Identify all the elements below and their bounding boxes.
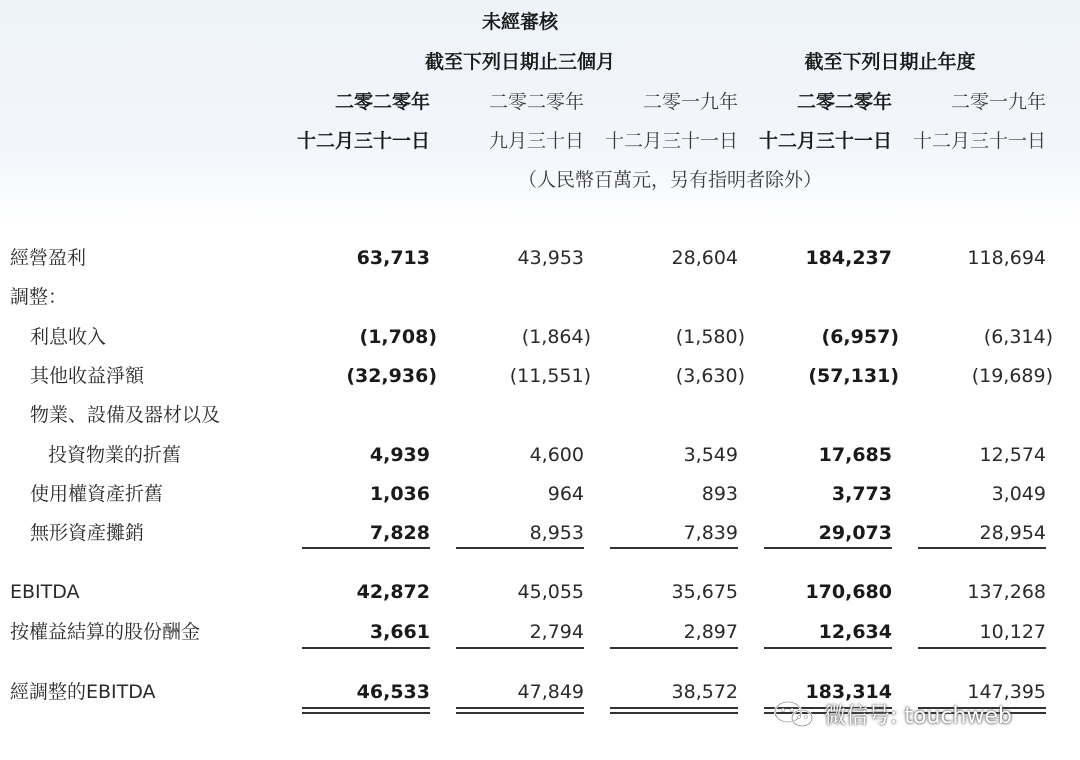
total-rule-c2: [456, 647, 584, 649]
cell-other-gains-c5: (19,689): [971, 365, 1053, 387]
cell-adj-ebitda-c1: 46,533: [356, 681, 430, 703]
col1-year: 二零二零年: [334, 91, 430, 113]
double-rule-bottom-c3: [610, 712, 738, 714]
cell-share-comp-c2: 2,794: [529, 621, 584, 643]
double-rule-top-c1: [302, 707, 430, 709]
col4-year: 二零二零年: [796, 91, 892, 113]
total-rule-c1: [302, 647, 430, 649]
cell-depr-rou-c5: 3,049: [991, 483, 1046, 505]
col5-year: 二零一九年: [950, 91, 1046, 113]
cell-other-gains-c3: (3,630): [675, 365, 745, 387]
cell-adj-ebitda-c3: 38,572: [671, 681, 738, 703]
cell-ebitda-c2: 45,055: [517, 581, 584, 603]
cell-depr-rou-c4: 3,773: [831, 483, 892, 505]
subtotal-rule-c2: [456, 547, 584, 549]
double-rule-bottom-c2: [456, 712, 584, 714]
row-label-depr-ppe: 投資物業的折舊: [48, 444, 182, 466]
cell-other-gains-c2: (11,551): [509, 365, 591, 387]
cell-interest-income-c2: (1,864): [521, 326, 591, 348]
double-rule-top-c3: [610, 707, 738, 709]
cell-adj-ebitda-c4: 183,314: [805, 681, 892, 703]
cell-depr-ppe-c2: 4,600: [529, 444, 584, 466]
cell-operating-profit-c5: 118,694: [967, 247, 1046, 269]
row-label-ebitda: EBITDA: [10, 581, 80, 603]
quarter-group-heading: 截至下列日期止三個月: [424, 51, 615, 73]
cell-depr-ppe-c5: 12,574: [979, 444, 1046, 466]
row-label-adjustments: 調整：: [10, 286, 68, 308]
cell-ebitda-c3: 35,675: [671, 581, 738, 603]
total-rule-c3: [610, 647, 738, 649]
cell-interest-income-c3: (1,580): [675, 326, 745, 348]
cell-depr-rou-c3: 893: [701, 483, 738, 505]
row-label-depr-rou: 使用權資產折舊: [30, 483, 164, 505]
subtotal-rule-c3: [610, 547, 738, 549]
cell-depr-rou-c1: 1,036: [369, 483, 430, 505]
row-label-operating-profit: 經營盈利: [10, 247, 87, 269]
double-rule-top-c2: [456, 707, 584, 709]
watermark-text: 微信号: touchweb: [824, 703, 1012, 729]
col2-year: 二零二零年: [488, 91, 584, 113]
row-label-adj-ebitda: 經調整的EBITDA: [10, 681, 156, 703]
row-label-depr-ppe-line1: 物業、設備及器材以及: [30, 404, 221, 426]
subtotal-rule-c5: [918, 547, 1046, 549]
row-label-amortization: 無形資產攤銷: [30, 522, 145, 544]
watermark: [772, 698, 1012, 730]
cell-interest-income-c1: (1,708): [359, 326, 437, 348]
cell-other-gains-c1: (32,936): [346, 365, 437, 387]
cell-interest-income-c5: (6,314): [983, 326, 1053, 348]
cell-share-comp-c5: 10,127: [979, 621, 1046, 643]
cell-ebitda-c1: 42,872: [356, 581, 430, 603]
unit-note: （人民幣百萬元，另有指明者除外）: [517, 169, 822, 191]
cell-share-comp-c1: 3,661: [369, 621, 430, 643]
cell-operating-profit-c4: 184,237: [805, 247, 892, 269]
col3-year: 二零一九年: [642, 91, 738, 113]
cell-depr-ppe-c1: 4,939: [369, 444, 430, 466]
col5-date: 十二月三十一日: [912, 130, 1046, 152]
col3-date: 十二月三十一日: [604, 130, 738, 152]
cell-share-comp-c4: 12,634: [818, 621, 892, 643]
cell-amortization-c2: 8,953: [529, 522, 584, 544]
cell-operating-profit-c3: 28,604: [671, 247, 738, 269]
cell-other-gains-c4: (57,131): [808, 365, 899, 387]
col1-date: 十二月三十一日: [296, 130, 430, 152]
year-group-heading: 截至下列日期止年度: [804, 51, 976, 73]
cell-share-comp-c3: 2,897: [683, 621, 738, 643]
cell-depr-rou-c2: 964: [547, 483, 584, 505]
subtotal-rule-c4: [764, 547, 892, 549]
row-label-other-gains: 其他收益淨額: [30, 365, 145, 387]
col2-date: 九月三十日: [488, 130, 584, 152]
cell-amortization-c4: 29,073: [818, 522, 892, 544]
cell-adj-ebitda-c5: 147,395: [967, 681, 1046, 703]
wechat-icon: [772, 699, 816, 729]
total-rule-c4: [764, 647, 892, 649]
cell-operating-profit-c2: 43,953: [517, 247, 584, 269]
double-rule-bottom-c1: [302, 712, 430, 714]
unaudited-heading: 未經審核: [481, 11, 558, 33]
row-label-interest-income: 利息收入: [30, 326, 107, 348]
cell-depr-ppe-c4: 17,685: [818, 444, 892, 466]
cell-ebitda-c4: 170,680: [805, 581, 892, 603]
cell-amortization-c5: 28,954: [979, 522, 1046, 544]
cell-interest-income-c4: (6,957): [821, 326, 899, 348]
total-rule-c5: [918, 647, 1046, 649]
col4-date: 十二月三十一日: [758, 130, 892, 152]
cell-operating-profit-c1: 63,713: [356, 247, 430, 269]
subtotal-rule-c1: [302, 547, 430, 549]
cell-adj-ebitda-c2: 47,849: [517, 681, 584, 703]
cell-depr-ppe-c3: 3,549: [683, 444, 738, 466]
cell-amortization-c1: 7,828: [369, 522, 430, 544]
cell-ebitda-c5: 137,268: [967, 581, 1046, 603]
cell-amortization-c3: 7,839: [683, 522, 738, 544]
row-label-share-comp: 按權益結算的股份酬金: [10, 621, 201, 643]
